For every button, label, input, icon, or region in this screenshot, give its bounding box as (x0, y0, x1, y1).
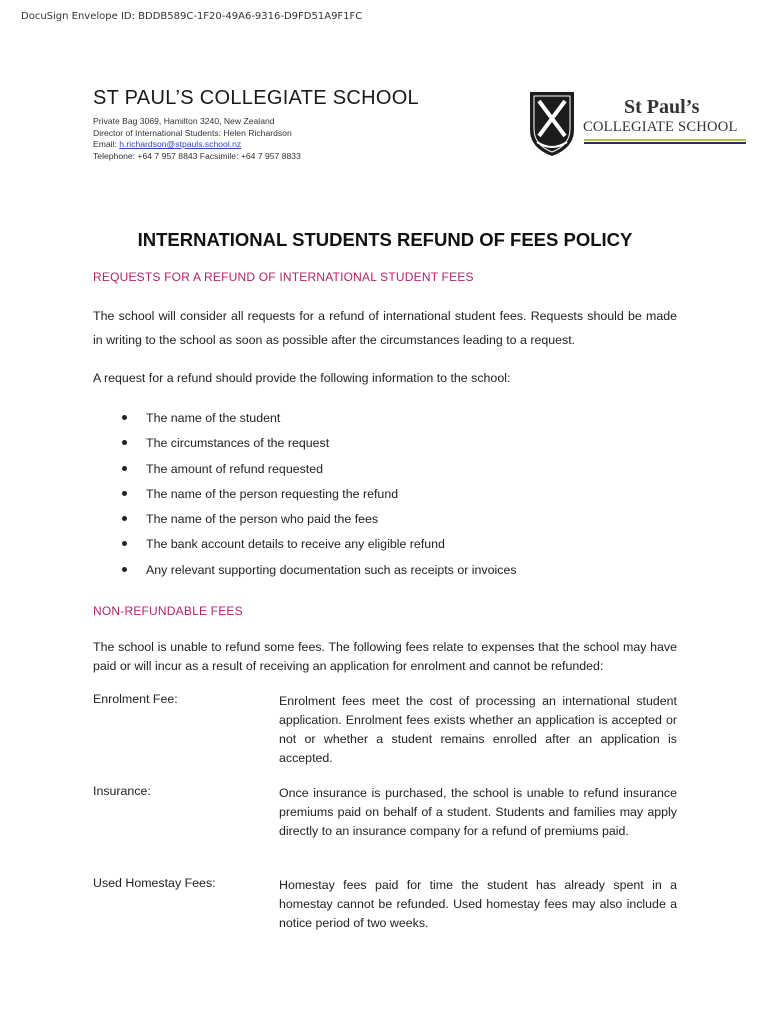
fee-desc-used-homestay: Homestay fees paid for time the student has already spent in a homestay cannot be refunded. Used homestay fees may also include a notice period of two weeks. (279, 878, 677, 930)
list-item: The name of the student (122, 410, 517, 435)
bullet-icon (122, 466, 127, 471)
docusign-envelope-id: DocuSign Envelope ID: BDDB589C-1F20-49A6-9316-D9FD51A9F1FC (21, 11, 363, 22)
fee-desc-enrolment: Enrolment fees meet the cost of processing an international student application. Enrolment fees exists whether an application is accepted or not or whether a student remains enrolled after an application is accepted. (279, 694, 677, 765)
fee-label-insurance: Insurance: (93, 784, 151, 798)
logo-stripe-navy (584, 142, 746, 144)
logo-text-line2: COLLEGIATE SCHOOL (583, 119, 738, 135)
list-item: Any relevant supporting documentation such as receipts or invoices (122, 562, 517, 587)
bullet-icon (122, 567, 127, 572)
crest-shield-icon (527, 90, 577, 158)
list-item: The circumstances of the request (122, 435, 517, 460)
paragraph-non-refundable-intro: The school is unable to refund some fees. The following fees relate to expenses that the school may have paid or will incur as a result of receiving an application for enrolment and cannot be refunded: (93, 640, 677, 673)
required-info-list (122, 410, 517, 587)
address-line: Private Bag 3069, Hamilton 3240, New Zealand (93, 116, 275, 126)
contact-block (93, 116, 301, 162)
email-link[interactable]: h.richardson@stpauls.school.nz (119, 139, 242, 150)
fee-label-enrolment: Enrolment Fee: (93, 692, 178, 706)
fee-label-used-homestay: Used Homestay Fees: (93, 876, 216, 890)
list-item: The bank account details to receive any eligible refund (122, 536, 517, 561)
list-item: The name of the person who paid the fees (122, 511, 517, 536)
bullet-icon (122, 491, 127, 496)
bullet-icon (122, 541, 127, 546)
director-line: Director of International Students: Helen Richardson (93, 127, 292, 138)
logo-text-line1: St Paul’s (624, 96, 700, 118)
section-heading-non-refundable: NON-REFUNDABLE FEES (93, 604, 243, 618)
list-item: The name of the person requesting the refund (122, 486, 517, 511)
email-line (93, 139, 301, 151)
paragraph-request-info: A request for a refund should provide the following information to the school: (93, 371, 511, 385)
paragraph-requests-intro: The school will consider all requests for a refund of international student fees. Requests should be made in writing to the school as soon as possible after the circumstances leading to a request. (93, 309, 677, 347)
bullet-icon (122, 516, 127, 521)
fee-desc-insurance: Once insurance is purchased, the school is unable to refund insurance premiums paid on behalf of a student. Students and families may apply directly to an insurance company for a refund of premiums paid. (279, 786, 677, 838)
telephone-line: Telephone: +64 7 957 8843 Facsimile: +64 7 957 8833 (93, 150, 301, 161)
school-name: ST PAUL’S COLLEGIATE SCHOOL (93, 87, 419, 109)
page-title: INTERNATIONAL STUDENTS REFUND OF FEES POLICY (137, 229, 633, 250)
school-logo (527, 90, 752, 158)
section-heading-requests: REQUESTS FOR A REFUND OF INTERNATIONAL STUDENT FEES (93, 270, 474, 284)
bullet-icon (122, 440, 127, 445)
list-item: The amount of refund requested (122, 461, 517, 486)
email-label: Email: (93, 139, 120, 150)
bullet-icon (122, 415, 127, 420)
logo-stripe-gold (584, 139, 746, 141)
